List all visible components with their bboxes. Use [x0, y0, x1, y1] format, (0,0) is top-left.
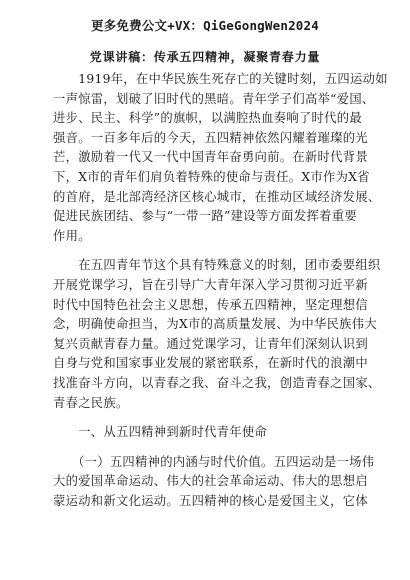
body-line: 蒙运动和新文化运动。五四精神的核心是爱国主义，它体: [53, 493, 368, 508]
document-title: 党课讲稿：传承五四精神，凝聚青春力量: [89, 50, 321, 64]
body-line: 促进民族团结、参与“一带一路”建设等方面发挥着重要: [53, 209, 357, 224]
body-line: 大的爱国革命运动、伟大的社会革命运动、伟大的思想启: [53, 474, 368, 489]
body-line: 念，明确使命担当，为X市的高质量发展、为中华民族伟大: [53, 317, 377, 332]
body-line: 在五四青年节这个具有特殊意义的时刻，团市委要组织: [53, 258, 381, 273]
body-line: 作用。: [53, 228, 91, 243]
document-body: [53, 70, 388, 511]
body-line: 找准奋斗方向，以青春之我、奋斗之我，创造青春之国家、: [53, 375, 381, 390]
body-line: 青春之民族。: [53, 395, 129, 410]
body-line: 进步、民主、科学”的旗帜，以满腔热血奏响了时代的最: [53, 111, 362, 126]
body-line: 1919年，在中华民族生死存亡的关键时刻，五四运动如: [53, 72, 388, 86]
body-line: 时代中国特色社会主义思想，传承五四精神，坚定理想信: [53, 297, 368, 312]
body-line: 芒，激励着一代又一代中国青年奋勇向前。在新时代背景: [53, 150, 368, 165]
body-line: 开展党课学习，旨在引导广大青年深入学习贯彻习近平新: [53, 277, 368, 292]
body-line: 复兴贡献青春力量。通过党课学习，让青年们深刻认识到: [53, 336, 368, 351]
body-line: 下，X市的青年们肩负着特殊的使命与责任。X市作为X省: [53, 169, 370, 184]
body-line: 的首府，是北部湾经济区核心城市，在推动区域经济发展、: [53, 189, 381, 204]
body-line: 一声惊雷，划破了旧时代的黑暗。青年学子们高举“爱国、: [53, 91, 375, 106]
promo-banner: 更多免费公文+VX：QiGeGongWen2024: [91, 18, 319, 33]
body-line: 强音。一百多年后的今天，五四精神依然闪耀着璀璨的光: [53, 130, 368, 145]
body-line: （一）五四精神的内涵与时代价值。五四运动是一场伟: [53, 454, 375, 469]
section-heading: 一、从五四精神到新时代青年使命: [53, 425, 268, 440]
body-line: 自身与党和国家事业发展的紧密联系，在新时代的浪潮中: [53, 356, 368, 371]
